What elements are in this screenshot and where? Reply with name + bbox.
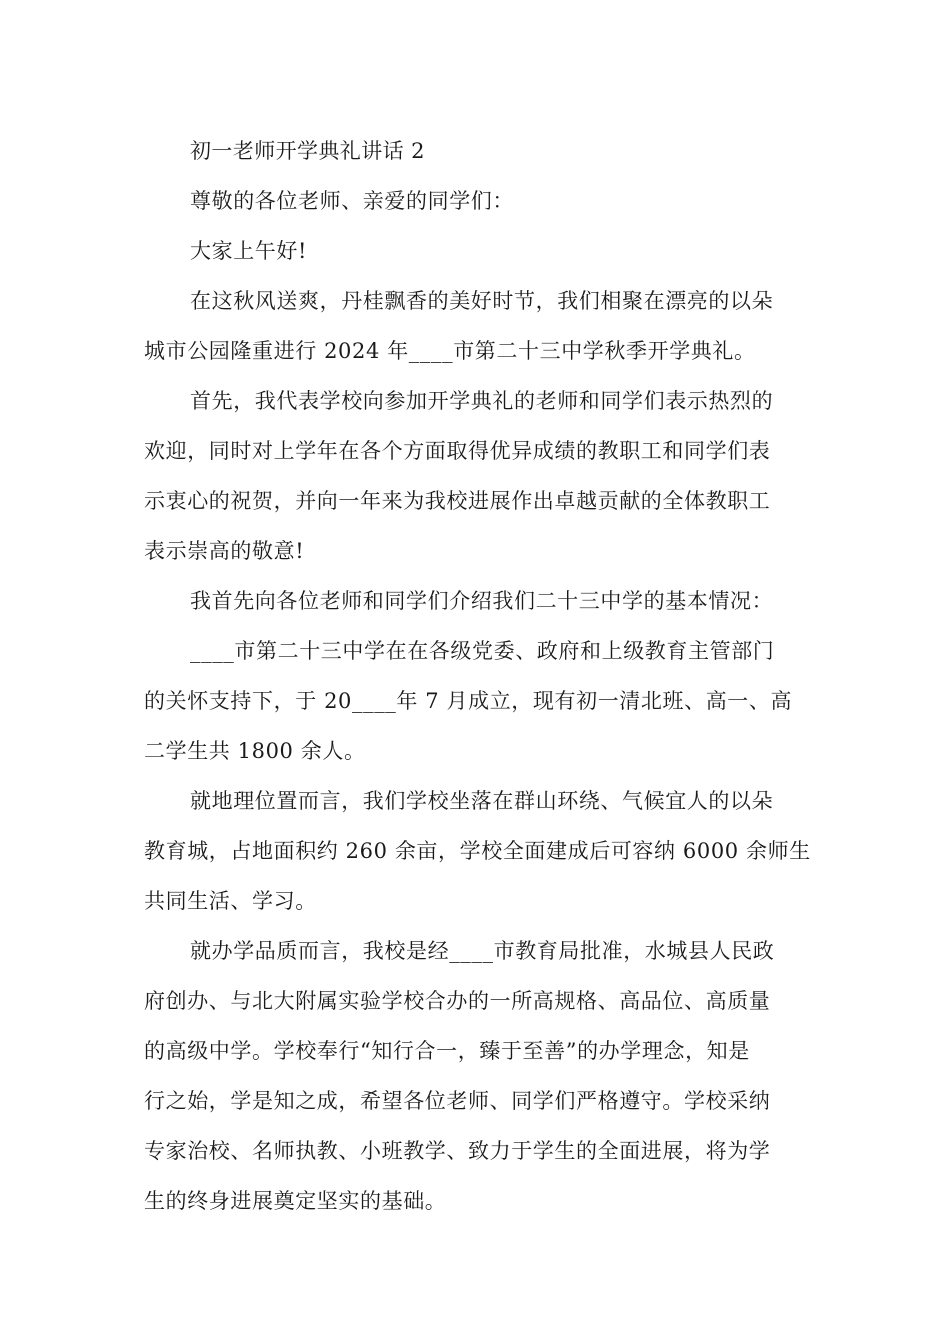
paragraph-4-line-2: 的关怀支持下，于 20____年 7 月成立，现有初一清北班、高一、高 xyxy=(144,689,793,713)
paragraph-2-line-4: 表示崇高的敬意! xyxy=(144,539,305,563)
greeting: 大家上午好! xyxy=(190,239,308,263)
paragraph-6-line-4: 行之始，学是知之成，希望各位老师、同学们严格遵守。学校采纳 xyxy=(144,1089,771,1113)
paragraph-2-line-3: 示衷心的祝贺，并向一年来为我校进展作出卓越贡献的全体教职工 xyxy=(144,489,771,513)
salutation: 尊敬的各位老师、亲爱的同学们： xyxy=(190,189,514,213)
paragraph-2-line-1: 首先，我代表学校向参加开学典礼的老师和同学们表示热烈的 xyxy=(190,389,774,413)
paragraph-3-line-1: 我首先向各位老师和同学们介绍我们二十三中学的基本情况： xyxy=(190,589,774,613)
paragraph-4-line-3: 二学生共 1800 余人。 xyxy=(144,739,366,763)
paragraph-5-line-1: 就地理位置而言，我们学校坐落在群山环绕、气候宜人的以朵 xyxy=(190,789,774,813)
paragraph-5-line-2: 教育城，占地面积约 260 余亩，学校全面建成后可容纳 6000 余师生 xyxy=(144,839,811,863)
document-title: 初一老师开学典礼讲话 2 xyxy=(190,139,425,163)
paragraph-5-line-3: 共同生活、学习。 xyxy=(144,889,317,913)
paragraph-6-line-3: 的高级中学。学校奉行“知行合一，臻于至善”的办学理念，知是 xyxy=(144,1039,750,1063)
paragraph-6-line-1: 就办学品质而言，我校是经____市教育局批准，水城县人民政 xyxy=(190,939,775,963)
paragraph-1-line-1: 在这秋风送爽，丹桂飘香的美好时节，我们相聚在漂亮的以朵 xyxy=(190,289,774,313)
paragraph-2-line-2: 欢迎，同时对上学年在各个方面取得优异成绩的教职工和同学们表 xyxy=(144,439,771,463)
paragraph-1-line-2: 城市公园隆重进行 2024 年____市第二十三中学秋季开学典礼。 xyxy=(144,339,756,363)
paragraph-6-line-5: 专家治校、名师执教、小班教学、致力于学生的全面进展，将为学 xyxy=(144,1139,771,1163)
paragraph-6-line-2: 府创办、与北大附属实验学校合办的一所高规格、高品位、高质量 xyxy=(144,989,771,1013)
paragraph-4-line-1: ____市第二十三中学在在各级党委、政府和上级教育主管部门 xyxy=(190,639,775,663)
paragraph-6-line-6: 生的终身进展奠定坚实的基础。 xyxy=(144,1189,447,1213)
